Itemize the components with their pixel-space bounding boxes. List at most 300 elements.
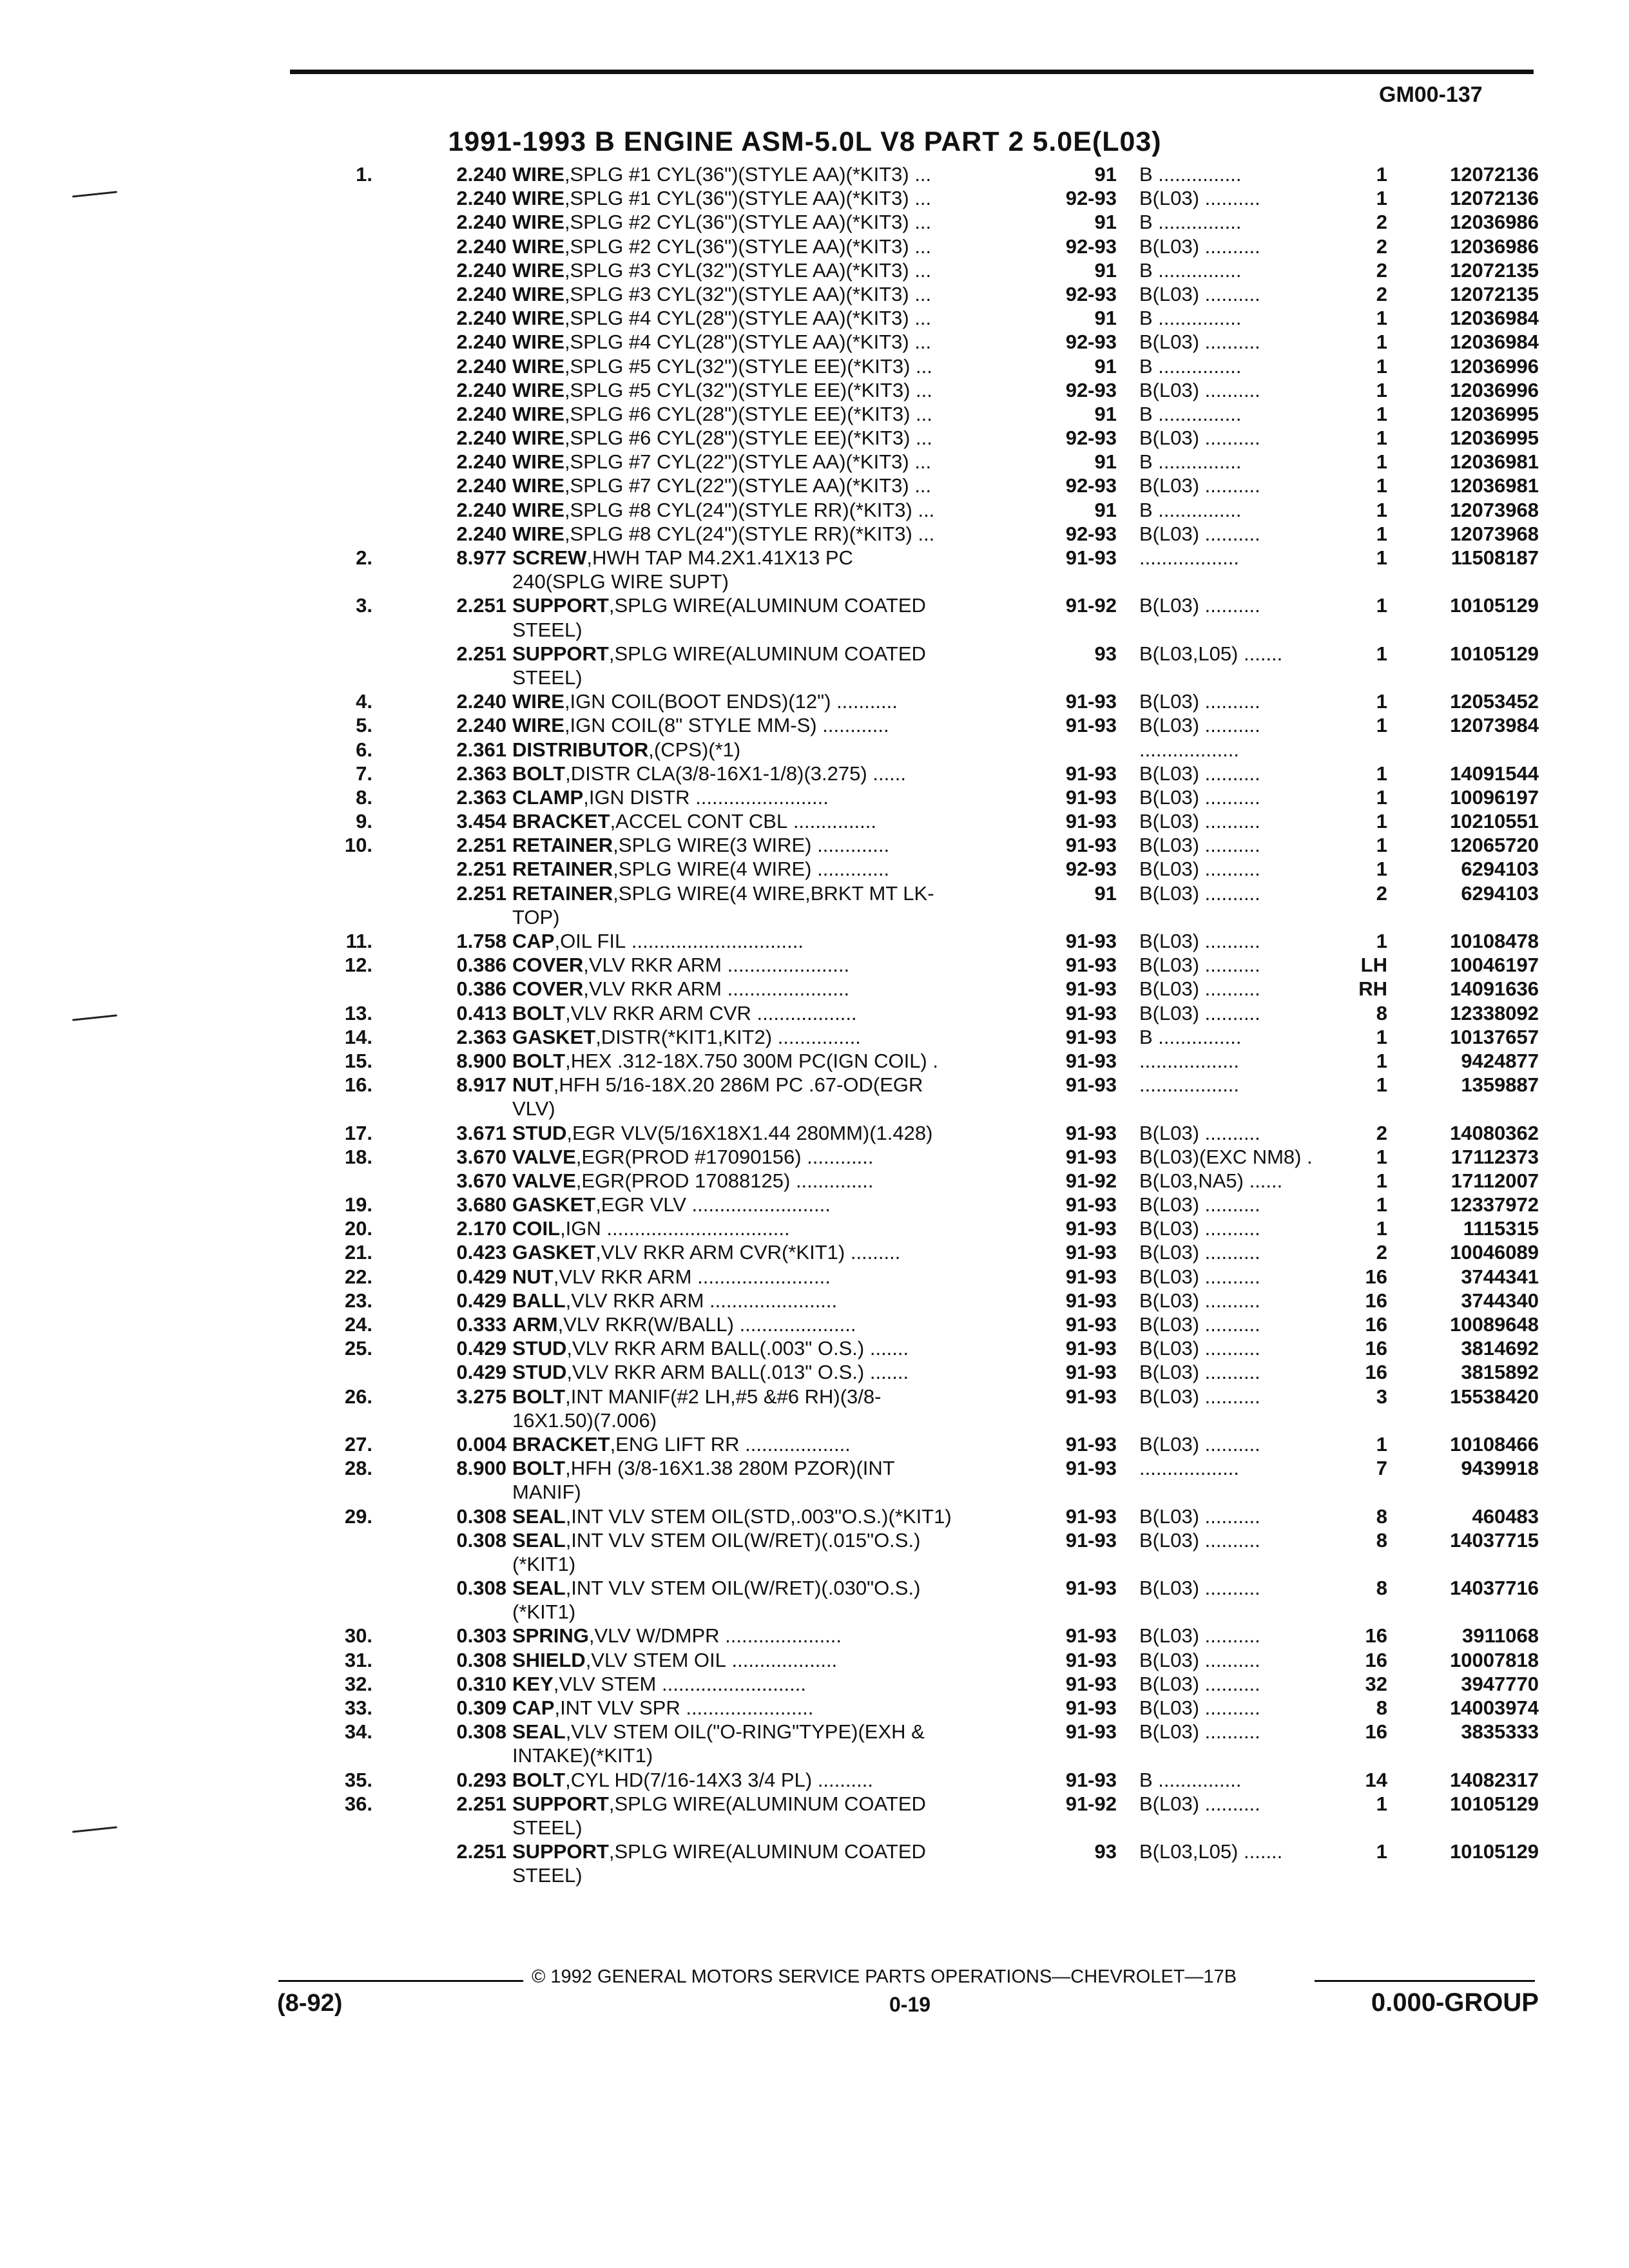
quantity: 1 — [1376, 1169, 1387, 1192]
table-row — [0, 306, 1629, 330]
part-detail: STEEL) — [512, 618, 583, 641]
part-detail: ,SPLG #4 CYL(28")(STYLE AA)(*KIT3) — [564, 331, 909, 354]
series-code: B(L03) .......... — [1139, 378, 1260, 401]
part-name: BOLT — [512, 1457, 566, 1480]
part-number: 17112373 — [1451, 1145, 1539, 1168]
part-detail: ,SPLG #7 CYL(22")(STYLE AA)(*KIT3) — [564, 474, 909, 497]
group-number: 2.240 — [456, 714, 506, 737]
group-number: 2.240 — [456, 331, 506, 354]
table-row — [0, 1792, 1629, 1816]
quantity: 16 — [1365, 1265, 1387, 1288]
part-description — [512, 1025, 1041, 1049]
part-name: SUPPORT — [512, 1792, 609, 1815]
part-description — [512, 1480, 1041, 1504]
model-years: 91-93 — [1065, 1768, 1117, 1791]
series-code: B(L03) .......... — [1139, 1217, 1260, 1240]
part-detail: ,HWH TAP M4.2X1.41X13 PC — [586, 546, 853, 569]
quantity: 16 — [1365, 1289, 1387, 1312]
part-description — [512, 162, 1041, 186]
part-name: CAP — [512, 1696, 555, 1719]
part-number: 12036984 — [1450, 307, 1539, 330]
part-detail: ,SPLG WIRE(ALUMINUM COATED — [608, 642, 926, 665]
series-code: B(L03) .......... — [1139, 1385, 1260, 1408]
quantity: 16 — [1365, 1648, 1387, 1671]
table-row — [0, 1240, 1629, 1264]
part-number: 12036996 — [1450, 378, 1539, 401]
series-code: B(L03) .......... — [1139, 1313, 1260, 1336]
model-years: 92-93 — [1065, 235, 1117, 258]
part-description — [512, 1456, 1041, 1480]
model-years: 92-93 — [1065, 474, 1117, 497]
model-years: 91-93 — [1065, 1672, 1117, 1695]
table-row — [0, 1169, 1629, 1193]
table-row — [0, 738, 1629, 762]
part-detail: ,(CPS)(*1) — [648, 738, 741, 761]
model-years: 91-93 — [1065, 1337, 1117, 1360]
series-code: B(L03) .......... — [1139, 810, 1260, 833]
part-description — [512, 1240, 1041, 1264]
quantity: 8 — [1376, 1696, 1387, 1719]
group-number: 0.310 — [456, 1672, 506, 1695]
part-number: 10108466 — [1450, 1432, 1539, 1456]
part-detail: ,VLV RKR ARM CVR — [565, 1001, 751, 1024]
model-years: 91-93 — [1065, 714, 1117, 737]
item-number: 33. — [344, 1696, 372, 1719]
part-description — [512, 258, 1041, 282]
part-description — [512, 1169, 1041, 1193]
item-number: 21. — [344, 1241, 372, 1264]
table-row — [0, 235, 1629, 258]
part-name: WIRE — [512, 450, 564, 474]
part-detail: ,SPLG WIRE(3 WIRE) — [613, 834, 812, 857]
part-number: 12036986 — [1450, 235, 1539, 258]
series-code: B(L03) .......... — [1139, 1121, 1260, 1144]
table-row — [0, 1576, 1629, 1600]
group-number: 0.308 — [456, 1577, 506, 1600]
series-code: B ............... — [1139, 211, 1242, 234]
part-description — [512, 282, 1041, 306]
part-detail: ,VLV RKR ARM — [583, 977, 722, 1001]
quantity: 2 — [1376, 1121, 1387, 1144]
part-number: 15538420 — [1450, 1385, 1539, 1408]
part-number: 1115315 — [1463, 1217, 1539, 1240]
group-number: 2.240 — [456, 211, 506, 234]
quantity: 1 — [1376, 1217, 1387, 1240]
leader-dots: ......... — [850, 1241, 901, 1264]
table-row — [0, 857, 1629, 881]
part-name: WIRE — [512, 498, 564, 521]
part-number: 12036995 — [1450, 402, 1539, 425]
group-number: 3.454 — [456, 810, 506, 833]
leader-dots: ... — [914, 163, 932, 186]
quantity: 1 — [1376, 785, 1387, 809]
part-name: CAP — [512, 930, 555, 952]
part-name: WIRE — [512, 474, 564, 497]
table-row — [0, 378, 1629, 402]
quantity: 1 — [1376, 378, 1387, 401]
model-years: 91-93 — [1065, 1313, 1117, 1336]
part-number: 10007818 — [1450, 1648, 1539, 1671]
part-name: SEAL — [512, 1528, 566, 1552]
group-number: 2.240 — [456, 522, 506, 545]
leader-dots: ... — [914, 474, 932, 497]
quantity: 1 — [1376, 546, 1387, 569]
leader-dots: ..................... — [739, 1313, 856, 1336]
part-description — [512, 1432, 1041, 1456]
part-name: WIRE — [512, 378, 564, 401]
item-number: 25. — [344, 1337, 372, 1360]
part-number: 14080362 — [1450, 1121, 1539, 1144]
series-code: B(L03) .......... — [1139, 1792, 1260, 1815]
item-number: 24. — [344, 1313, 372, 1336]
leader-dots: ...................... — [727, 977, 850, 1001]
part-name: STUD — [512, 1361, 567, 1384]
part-description — [512, 1336, 1041, 1360]
group-number: 0.429 — [456, 1361, 506, 1384]
part-name: WIRE — [512, 258, 564, 282]
part-number: 1359887 — [1461, 1073, 1539, 1097]
page-code: GM00-137 — [1379, 82, 1483, 107]
part-detail: ,HFH 5/16-18X.20 286M PC .67-OD(EGR — [553, 1073, 923, 1097]
part-number: 12065720 — [1450, 834, 1539, 857]
model-years: 92-93 — [1065, 187, 1117, 210]
quantity: 16 — [1365, 1337, 1387, 1360]
series-code: B(L03) .......... — [1139, 1001, 1260, 1024]
series-code: B(L03) .......... — [1139, 690, 1260, 713]
item-number: 16. — [344, 1073, 372, 1097]
model-years: 91 — [1094, 258, 1117, 282]
model-years: 91 — [1094, 354, 1117, 378]
quantity: 1 — [1376, 1432, 1387, 1456]
part-name: WIRE — [512, 331, 564, 354]
quantity: 7 — [1376, 1457, 1387, 1480]
item-number: 2. — [356, 546, 372, 569]
part-detail: ,SPLG WIRE(ALUMINUM COATED — [608, 1840, 926, 1863]
model-years: 92-93 — [1065, 858, 1117, 881]
quantity: 1 — [1376, 594, 1387, 617]
quantity: LH — [1360, 954, 1387, 977]
leader-dots: ....................... — [686, 1696, 814, 1719]
part-name: BOLT — [512, 1049, 566, 1072]
series-code: B ............... — [1139, 450, 1242, 474]
series-code: .................. — [1139, 738, 1240, 761]
group-number: 8.900 — [456, 1049, 506, 1072]
part-detail: STEEL) — [512, 1864, 583, 1887]
part-detail: ,SPLG #5 CYL(32")(STYLE EE)(*KIT3) — [564, 354, 911, 378]
part-name: CLAMP — [512, 785, 584, 809]
part-number: 10096197 — [1450, 785, 1539, 809]
quantity: 1 — [1376, 450, 1387, 474]
group-number: 2.251 — [456, 834, 506, 857]
model-years: 91-93 — [1065, 1648, 1117, 1671]
quantity: 32 — [1365, 1672, 1387, 1695]
part-number: 12072136 — [1450, 163, 1539, 186]
part-name: VALVE — [512, 1169, 576, 1192]
part-description — [512, 522, 1041, 546]
table-row — [0, 1216, 1629, 1240]
part-detail: ,VLV STEM — [553, 1672, 657, 1695]
quantity: 1 — [1376, 930, 1387, 952]
part-number: 460483 — [1472, 1504, 1539, 1528]
part-detail: ,SPLG #8 CYL(24")(STYLE RR)(*KIT3) — [564, 522, 912, 545]
leader-dots: ............ — [807, 1145, 874, 1168]
part-number: 12036986 — [1450, 211, 1539, 234]
part-description — [512, 953, 1041, 977]
part-number: 12036995 — [1450, 427, 1539, 450]
leader-dots: ... — [916, 354, 932, 378]
leader-dots: ............................... — [631, 930, 804, 952]
item-number: 7. — [356, 762, 372, 785]
group-number: 2.170 — [456, 1217, 506, 1240]
part-description — [512, 881, 1041, 905]
item-number: 29. — [344, 1504, 372, 1528]
group-number: 0.429 — [456, 1337, 506, 1360]
group-number: 2.251 — [456, 642, 506, 665]
group-number: 0.333 — [456, 1313, 506, 1336]
group-number: 2.363 — [456, 1025, 506, 1048]
part-name: STUD — [512, 1337, 567, 1360]
part-number: 9439918 — [1461, 1457, 1539, 1480]
group-number: 2.251 — [456, 1792, 506, 1815]
group-number: 2.240 — [456, 498, 506, 521]
table-row — [0, 1672, 1629, 1696]
quantity: 1 — [1376, 1049, 1387, 1072]
quantity: 1 — [1376, 690, 1387, 713]
table-row — [0, 1432, 1629, 1456]
leader-dots: ........................ — [695, 785, 829, 809]
footer-copyright: © 1992 GENERAL MOTORS SERVICE PARTS OPERATIONS—CHEVROLET—17B — [532, 1966, 1237, 1987]
model-years: 91-93 — [1065, 1049, 1117, 1072]
table-row — [0, 162, 1629, 186]
series-code: B(L03) .......... — [1139, 1265, 1260, 1288]
part-number: 14082317 — [1450, 1768, 1539, 1791]
model-years: 91-93 — [1065, 930, 1117, 952]
page-title — [0, 126, 1629, 158]
part-detail: ,VLV STEM OIL — [585, 1648, 726, 1671]
leader-dots: ........................ — [697, 1265, 831, 1288]
part-detail: ,IGN COIL(8" STYLE MM-S) — [564, 714, 817, 737]
part-description — [512, 1696, 1041, 1720]
series-code: B(L03) .......... — [1139, 834, 1260, 857]
quantity: 16 — [1365, 1624, 1387, 1648]
model-years: 91-93 — [1065, 1432, 1117, 1456]
part-description — [512, 857, 1041, 881]
group-number: 2.363 — [456, 762, 506, 785]
part-name: BRACKET — [512, 810, 610, 833]
item-number: 27. — [344, 1432, 372, 1456]
item-number: 3. — [356, 594, 372, 617]
quantity: 16 — [1365, 1361, 1387, 1384]
series-code: B(L03) .......... — [1139, 977, 1260, 1001]
table-row — [0, 1049, 1629, 1073]
series-code: B(L03) .......... — [1139, 1696, 1260, 1719]
part-description — [512, 1840, 1041, 1863]
part-number: 3947770 — [1461, 1672, 1539, 1695]
part-description — [512, 450, 1041, 474]
part-name: COVER — [512, 954, 584, 977]
table-row — [0, 1385, 1629, 1408]
part-description — [512, 1073, 1041, 1097]
quantity: 1 — [1376, 834, 1387, 857]
item-number: 35. — [344, 1768, 372, 1791]
table-row — [0, 474, 1629, 497]
table-row — [0, 330, 1629, 354]
part-description — [512, 1145, 1041, 1169]
series-code: .................. — [1139, 1073, 1240, 1097]
table-row — [0, 450, 1629, 474]
item-number: 13. — [344, 1001, 372, 1024]
part-detail: ,DISTR CLA(3/8-16X1-1/8)(3.275) — [565, 762, 867, 785]
series-code: B(L03) .......... — [1139, 1648, 1260, 1671]
series-code: B(L03) .......... — [1139, 427, 1260, 450]
group-number: 0.423 — [456, 1241, 506, 1264]
part-description — [512, 833, 1041, 857]
parts-list — [0, 162, 1629, 1888]
part-description — [512, 1265, 1041, 1289]
group-number: 0.308 — [456, 1504, 506, 1528]
series-code: .................. — [1139, 546, 1240, 569]
table-row — [0, 1097, 1629, 1120]
part-detail: ,VLV RKR(W/BALL) — [557, 1313, 734, 1336]
leader-dots: ............... — [777, 1025, 861, 1048]
item-number: 4. — [356, 690, 372, 713]
quantity: 1 — [1376, 810, 1387, 833]
part-number: 12072135 — [1450, 282, 1539, 305]
table-row — [0, 1073, 1629, 1097]
part-name: WIRE — [512, 187, 564, 210]
part-name: GASKET — [512, 1241, 596, 1264]
table-row — [0, 785, 1629, 809]
series-code: B(L03) .......... — [1139, 1241, 1260, 1264]
group-number: 2.240 — [456, 690, 506, 713]
model-years: 91 — [1094, 450, 1117, 474]
part-description — [512, 546, 1041, 570]
item-number: 11. — [345, 930, 372, 952]
series-code: B(L03) .......... — [1139, 1432, 1260, 1456]
series-code: B(L03,L05) ....... — [1139, 1840, 1283, 1863]
item-number: 34. — [344, 1720, 372, 1744]
table-row — [0, 546, 1629, 570]
model-years: 91-93 — [1065, 1121, 1117, 1144]
part-number: 12072135 — [1450, 258, 1539, 282]
footer-date: (8-92) — [277, 1990, 343, 2017]
table-row — [0, 1552, 1629, 1576]
part-description — [512, 977, 1041, 1001]
part-description — [512, 1816, 1041, 1840]
part-name: WIRE — [512, 235, 564, 258]
leader-dots: ... — [918, 522, 935, 545]
part-number: 11508187 — [1451, 546, 1539, 569]
group-number: 2.251 — [456, 858, 506, 881]
part-detail: ,SPLG #7 CYL(22")(STYLE AA)(*KIT3) — [564, 450, 909, 474]
part-description — [512, 1193, 1041, 1216]
model-years: 91-93 — [1065, 1528, 1117, 1552]
table-row — [0, 1312, 1629, 1336]
group-number: 8.900 — [456, 1457, 506, 1480]
part-detail: ,SPLG WIRE(4 WIRE) — [613, 858, 812, 881]
table-row — [0, 1528, 1629, 1552]
leader-dots: ... — [914, 235, 932, 258]
part-name: WIRE — [512, 211, 564, 234]
model-years: 91-93 — [1065, 1241, 1117, 1264]
part-detail: STEEL) — [512, 1816, 583, 1839]
series-code: B ............... — [1139, 1768, 1242, 1791]
part-number: 17112007 — [1451, 1169, 1539, 1192]
series-code: B(L03,L05) ....... — [1139, 642, 1283, 665]
part-number: 6294103 — [1461, 881, 1539, 905]
part-number: 12036981 — [1450, 450, 1539, 474]
model-years: 91-93 — [1065, 810, 1117, 833]
quantity: 1 — [1376, 331, 1387, 354]
part-number: 10089648 — [1450, 1313, 1539, 1336]
part-detail: MANIF) — [512, 1481, 581, 1504]
leader-dots: . — [932, 1049, 939, 1072]
part-detail: ,IGN — [560, 1217, 601, 1240]
leader-dots: ................................. — [606, 1217, 790, 1240]
series-code: B(L03) .......... — [1139, 954, 1260, 977]
series-code: B(L03) .......... — [1139, 474, 1260, 497]
leader-dots: ................... — [731, 1648, 838, 1671]
part-name: STUD — [512, 1121, 567, 1144]
part-name: COVER — [512, 977, 584, 1001]
part-detail: ,EGR(PROD #17090156) — [575, 1145, 802, 1168]
item-number: 12. — [344, 954, 372, 977]
part-number: 10108478 — [1450, 930, 1539, 952]
part-name: WIRE — [512, 690, 564, 713]
part-detail: ,SPLG #3 CYL(32")(STYLE AA)(*KIT3) — [564, 282, 909, 305]
part-number: 14003974 — [1450, 1696, 1539, 1719]
quantity: 8 — [1376, 1528, 1387, 1552]
part-number: 6294103 — [1461, 858, 1539, 881]
group-number: 0.308 — [456, 1528, 506, 1552]
part-detail: ,VLV RKR ARM CVR(*KIT1) — [595, 1241, 845, 1264]
series-code: B(L03) .......... — [1139, 881, 1260, 905]
quantity: 1 — [1376, 1025, 1387, 1048]
series-code: B(L03) .......... — [1139, 1193, 1260, 1216]
part-detail: ,INT VLV STEM OIL(W/RET)(.030"O.S.) — [565, 1577, 921, 1600]
part-detail: ,OIL FIL — [554, 930, 626, 952]
table-row — [0, 498, 1629, 522]
item-number: 20. — [344, 1217, 372, 1240]
page-number: 0-19 — [889, 1993, 931, 2016]
item-number: 36. — [344, 1792, 372, 1815]
series-code: B(L03) .......... — [1139, 1624, 1260, 1648]
table-row — [0, 1744, 1629, 1767]
group-number: 2.240 — [456, 427, 506, 450]
part-number: 10137657 — [1450, 1025, 1539, 1048]
part-detail: ,SPLG #5 CYL(32")(STYLE EE)(*KIT3) — [564, 378, 911, 401]
leader-dots: .......................... — [662, 1672, 806, 1695]
part-description — [512, 1049, 1041, 1073]
model-years: 91-93 — [1065, 1001, 1117, 1024]
part-description — [512, 1863, 1041, 1887]
table-row — [0, 186, 1629, 210]
quantity: 1 — [1376, 498, 1387, 521]
table-row — [0, 1863, 1629, 1887]
part-description — [512, 1504, 1041, 1528]
part-name: NUT — [512, 1265, 554, 1288]
quantity: 1 — [1376, 858, 1387, 881]
table-row — [0, 666, 1629, 689]
part-description — [512, 474, 1041, 497]
part-name: WIRE — [512, 354, 564, 378]
table-row — [0, 282, 1629, 306]
quantity: 1 — [1376, 354, 1387, 378]
part-detail: ,HEX .312-18X.750 300M PC(IGN COIL) — [565, 1049, 927, 1072]
quantity: 8 — [1376, 1577, 1387, 1600]
table-row — [0, 689, 1629, 713]
part-number: 14091636 — [1450, 977, 1539, 1001]
